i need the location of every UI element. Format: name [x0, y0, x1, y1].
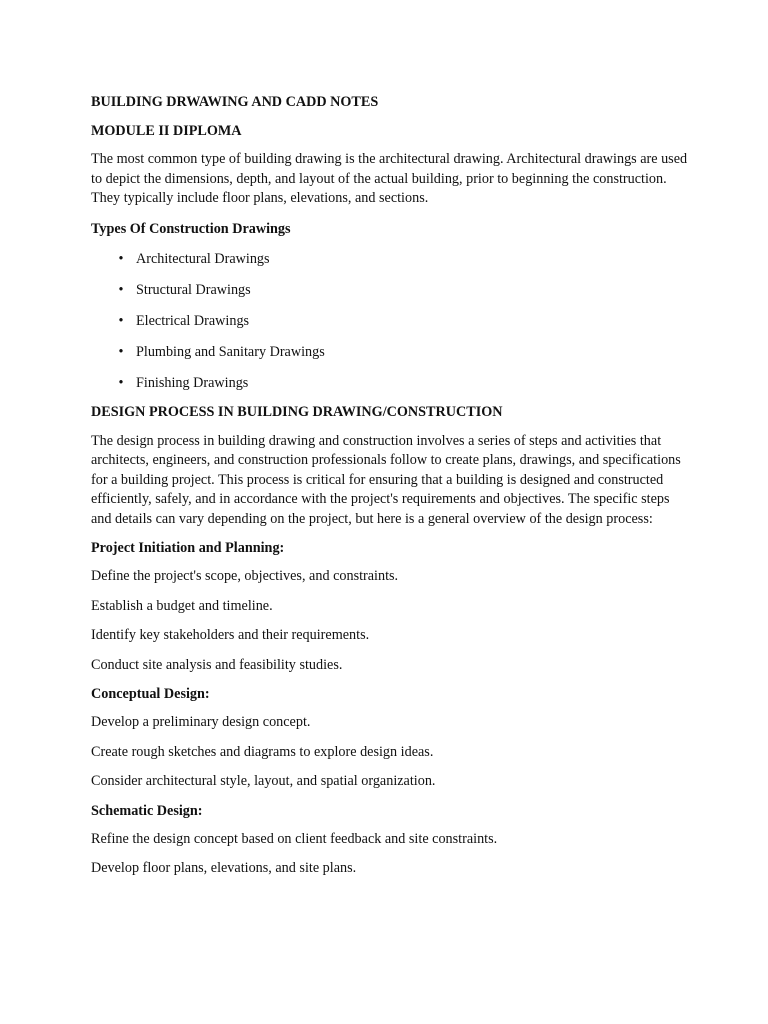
- types-list: [91, 249, 691, 393]
- bullet-icon: •: [118, 374, 124, 391]
- types-heading: Types Of Construction Drawings: [91, 220, 291, 237]
- section-heading-schematic: Schematic Design:: [91, 802, 203, 819]
- design-process-paragraph: The design process in building drawing and construction involves a series of steps and activities that architects, engineers, and construction professionals follow to create plans, drawings, and specifications for a building project. This process is critical for ensuring that a building is designed and constructed efficiently, safely, and in accordance with the project's requirements and objectives. The specific steps and details can vary depending on the project, but here is a general overview of the design process:: [91, 432, 681, 527]
- bullet-icon: •: [118, 312, 124, 329]
- bullet-icon: •: [118, 281, 124, 298]
- list-item: [91, 342, 691, 362]
- section-line: Establish a budget and timeline.: [91, 597, 273, 614]
- section-line: Define the project's scope, objectives, and constraints.: [91, 568, 399, 584]
- list-item-label: Electrical Drawings: [136, 312, 250, 329]
- section-line: Develop floor plans, elevations, and site plans.: [91, 860, 357, 876]
- list-item-label: Architectural Drawings: [136, 250, 270, 267]
- document-title: BUILDING DRWAWING AND CADD NOTES: [91, 94, 379, 110]
- list-item: [91, 311, 691, 331]
- bullet-icon: •: [118, 343, 124, 360]
- section-line: Identify key stakeholders and their requirements.: [91, 627, 370, 643]
- design-process-heading: DESIGN PROCESS IN BUILDING DRAWING/CONSTRUCTION: [91, 403, 503, 420]
- bullet-icon: •: [118, 250, 124, 267]
- section-line: Develop a preliminary design concept.: [91, 714, 311, 730]
- list-item-label: Finishing Drawings: [136, 374, 249, 391]
- list-item: [91, 373, 691, 393]
- document-content: [91, 92, 691, 879]
- section-line: Create rough sketches and diagrams to explore design ideas.: [91, 743, 434, 760]
- list-item-label: Structural Drawings: [136, 281, 251, 298]
- intro-paragraph: The most common type of building drawing is the architectural drawing. Architectural drawings are used to depict the dimensions, depth, and layout of the actual building, prior to beginning the construction. They typically include floor plans, elevations, and sections.: [91, 151, 688, 206]
- list-item: [91, 249, 691, 269]
- section-line: Conduct site analysis and feasibility studies.: [91, 656, 343, 673]
- section-heading-conceptual: Conceptual Design:: [91, 686, 210, 702]
- list-item-label: Plumbing and Sanitary Drawings: [136, 343, 325, 360]
- list-item: [91, 280, 691, 300]
- section-heading-initiation: Project Initiation and Planning:: [91, 540, 285, 556]
- section-line: Refine the design concept based on client feedback and site constraints.: [91, 830, 498, 847]
- section-line: Consider architectural style, layout, and spatial organization.: [91, 773, 436, 789]
- document-subtitle: MODULE II DIPLOMA: [91, 123, 242, 139]
